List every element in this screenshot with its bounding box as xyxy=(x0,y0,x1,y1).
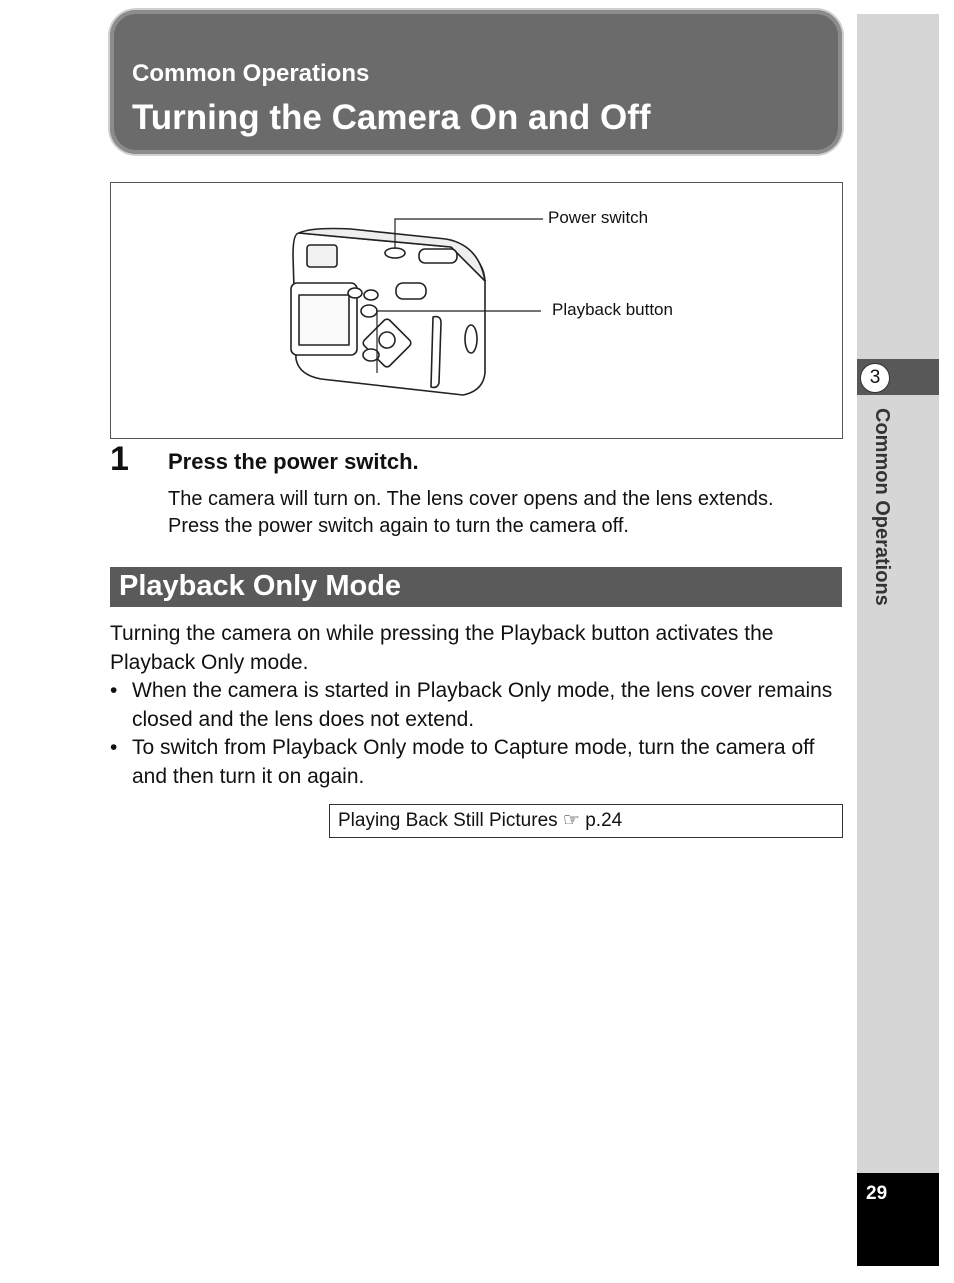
section-heading: Playback Only Mode xyxy=(119,570,402,602)
step-line: Press the power switch again to turn the camera off. xyxy=(168,515,629,537)
intro-paragraph: Turning the camera on while pressing the Playback button activates the Playback Only mode. xyxy=(110,622,774,674)
step-description xyxy=(168,486,848,540)
cross-reference-box xyxy=(329,804,843,838)
power-switch-callout: Power switch xyxy=(548,208,649,227)
zoom-button xyxy=(396,283,426,299)
step-number: 1 xyxy=(110,440,129,478)
chapter-header xyxy=(110,10,842,154)
power-switch-shape xyxy=(385,248,405,258)
bullet-marker: • xyxy=(110,679,118,702)
list-item xyxy=(110,734,845,791)
playback-button-callout: Playback button xyxy=(552,300,673,319)
playback-button-shape xyxy=(361,305,377,317)
bullet-list xyxy=(110,677,845,791)
side-tab xyxy=(857,14,939,1266)
section-heading-bar xyxy=(110,567,842,607)
shutter-button xyxy=(419,249,457,263)
chapter-number: 3 xyxy=(860,363,890,393)
step-title: Press the power switch. xyxy=(168,449,419,474)
bullet-text: To switch from Playback Only mode to Capture mode, turn the camera off and then turn it on again. xyxy=(132,736,815,788)
step-line: The camera will turn on. The lens cover opens and the lens extends. xyxy=(168,488,774,510)
section-body xyxy=(110,620,845,791)
page-number: 29 xyxy=(866,1183,888,1204)
bullet-marker: • xyxy=(110,736,118,759)
page-number-box xyxy=(857,1173,939,1266)
bullet-text: When the camera is started in Playback Only mode, the lens cover remains closed and the lens does not extend. xyxy=(132,679,833,731)
viewfinder xyxy=(307,245,337,267)
camera-illustration xyxy=(111,183,842,438)
lcd-screen xyxy=(299,295,349,345)
camera-figure xyxy=(110,182,843,439)
side-tab-label: Common Operations xyxy=(871,408,893,606)
page-title: Turning the Camera On and Off xyxy=(132,98,651,137)
section-label: Common Operations xyxy=(132,60,370,87)
list-item xyxy=(110,677,845,734)
cross-reference-link[interactable]: Playing Back Still Pictures ☞ p.24 xyxy=(338,810,623,831)
